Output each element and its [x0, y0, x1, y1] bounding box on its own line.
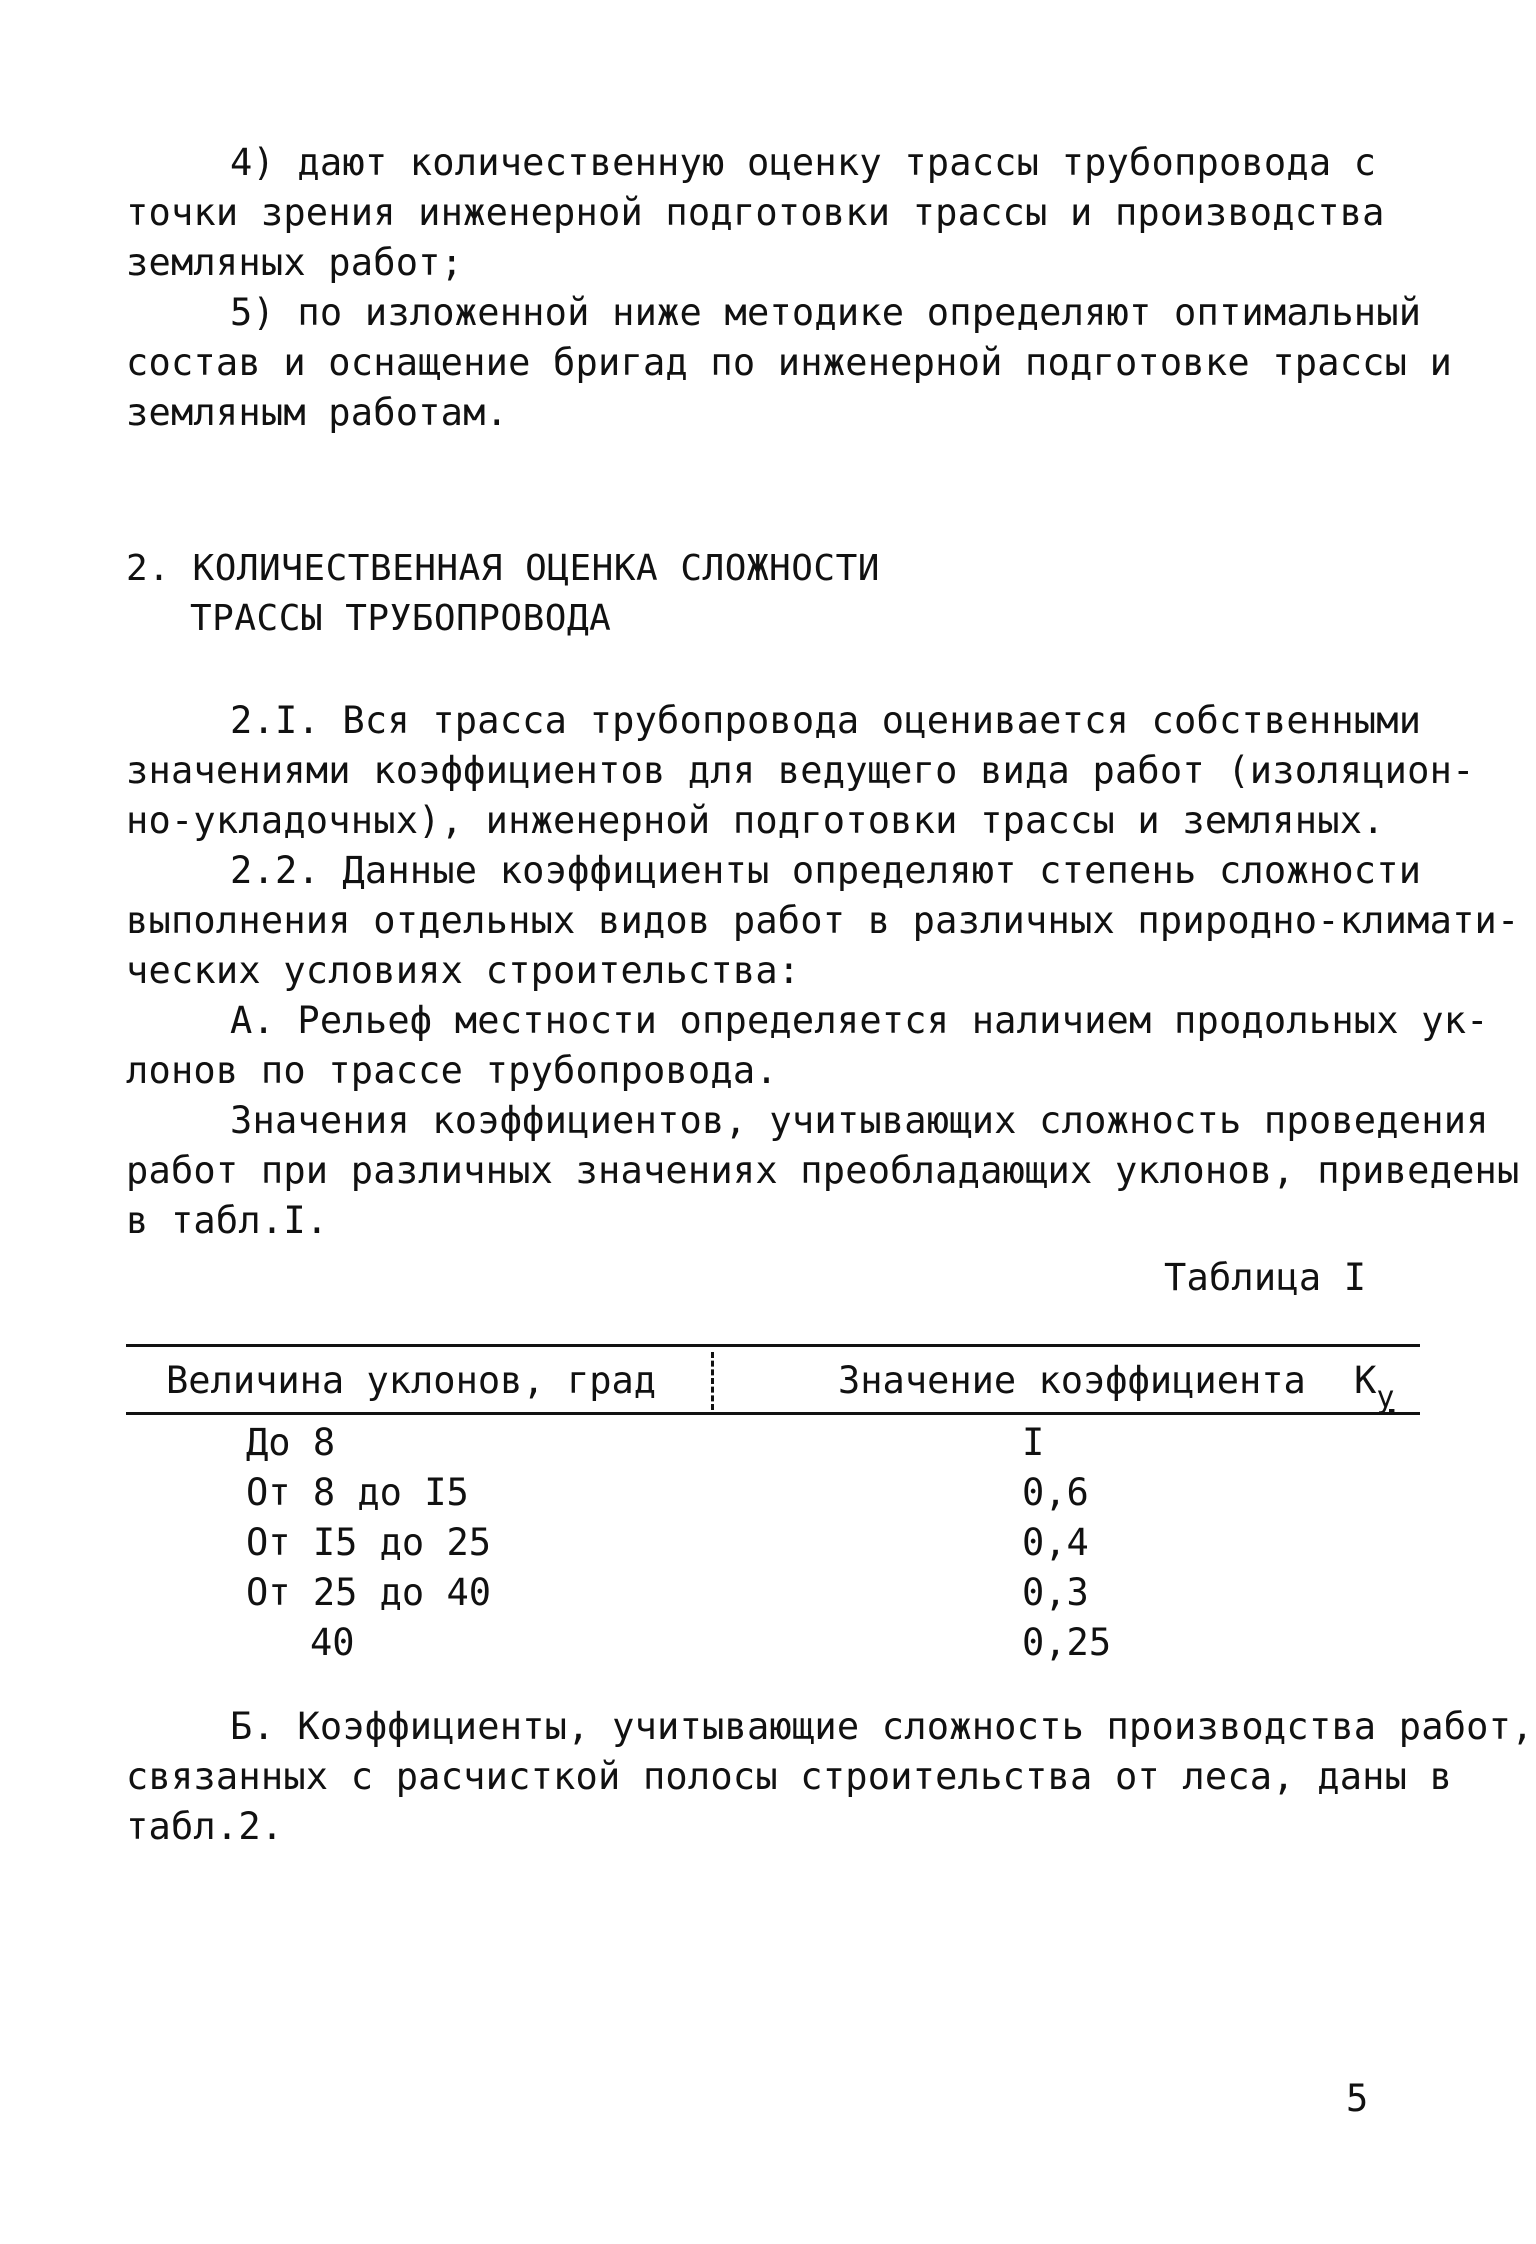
table-header-separator [711, 1352, 714, 1410]
section-heading-line-2: ТРАССЫ ТРУБОПРОВОДА [190, 598, 612, 639]
table-header-coefficient [838, 1356, 1394, 1417]
table-row-2-value: 0,6 [1022, 1471, 1089, 1514]
table-row-1-value: I [1022, 1421, 1045, 1464]
intro-line-4: 5) по изложенной ниже методике определяют оптимальный [230, 291, 1422, 334]
table-top-rule [126, 1344, 1420, 1347]
intro-line-6: земляным работам. [126, 391, 509, 434]
intro-line-1: 4) дают количественную оценку трассы трубопровода с [230, 141, 1377, 184]
table-row-4-range: От 25 до 40 [246, 1571, 492, 1614]
outro-line-1: Б. Коэффициенты, учитывающие сложность производства работ, [230, 1705, 1534, 1748]
coefficient-symbol [1354, 1359, 1395, 1416]
body-line-9: Значения коэффициентов, учитывающих сложность проведения [230, 1099, 1489, 1142]
body-line-2: значениями коэффициентов для ведущего вида работ (изоляцион- [126, 749, 1475, 792]
body-line-3: но-укладочных), инженерной подготовки трассы и земляных. [126, 799, 1385, 842]
body-line-8: лонов по трассе трубопровода. [126, 1049, 778, 1092]
table-caption: Таблица I [1164, 1256, 1367, 1299]
body-line-4: 2.2. Данные коэффициенты определяют степень сложности [230, 849, 1422, 892]
body-line-7: А. Рельеф местности определяется наличием продольных ук- [230, 999, 1489, 1042]
table-row-5-value: 0,25 [1022, 1621, 1112, 1664]
table-row-1-range: До 8 [246, 1421, 336, 1464]
outro-line-2: связанных с расчисткой полосы строительства от леса, даны в [126, 1755, 1453, 1798]
body-line-6: ческих условиях строительства: [126, 949, 801, 992]
table-row-4-value: 0,3 [1022, 1571, 1089, 1614]
intro-line-5: состав и оснащение бригад по инженерной подготовке трассы и [126, 341, 1453, 384]
body-line-11: в табл.I. [126, 1199, 329, 1242]
table-row-3-range: От I5 до 25 [246, 1521, 492, 1564]
page-number: 5 [1346, 2077, 1369, 2120]
body-line-10: работ при различных значениях преобладающих уклонов, приведены [126, 1149, 1520, 1192]
table-header-slope: Величина уклонов, град [166, 1359, 657, 1402]
intro-line-2: точки зрения инженерной подготовки трассы и производства [126, 191, 1385, 234]
table-header-rule [126, 1412, 1420, 1415]
table-row-2-range: От 8 до I5 [246, 1471, 469, 1514]
body-line-5: выполнения отдельных видов работ в различных природно-климати- [126, 899, 1520, 942]
section-heading-line-1: 2. КОЛИЧЕСТВЕННАЯ ОЦЕНКА СЛОЖНОСТИ [126, 548, 880, 589]
intro-line-3: земляных работ; [126, 241, 464, 284]
table-row-3-value: 0,4 [1022, 1521, 1089, 1564]
outro-line-3: табл.2. [126, 1805, 284, 1848]
table-header-coefficient-label: Значение коэффициента [838, 1359, 1306, 1402]
body-line-1: 2.I. Вся трасса трубопровода оценивается собственными [230, 699, 1422, 742]
table-row-5-range: 40 [310, 1621, 355, 1664]
coefficient-symbol-letter: К [1354, 1359, 1377, 1402]
coefficient-symbol-subscript: у [1376, 1380, 1395, 1416]
